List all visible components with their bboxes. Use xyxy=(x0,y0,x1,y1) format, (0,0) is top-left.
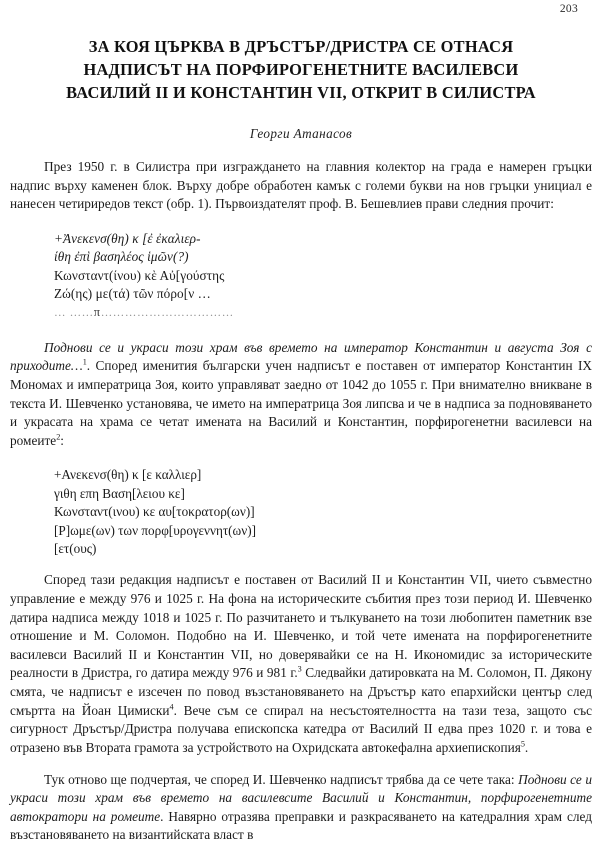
paragraph-intro: През 1950 г. в Силистра при изграждането на главния колектор на града е намерен гръцки надпис върху каменен блок. Върху добре обработен камък с големи букви на нов гръцки унициал е нанесен четириредов текст (обр. 1). Първоиздателят проф. В. Бешевлиев прави следния прочит: xyxy=(10,159,592,212)
italic-translation-one: Поднови се и украси този храм във времето на император Константин и августа Зоя с приходите… xyxy=(10,339,592,374)
title-line-2: НАДПИСЪТ НА ПОРФИРОГЕНЕТНИТЕ ВАСИЛЕВСИ xyxy=(83,60,519,79)
inscription-block-two xyxy=(10,466,592,558)
author-byline: Георги Атанасов xyxy=(249,126,353,141)
inscription-two-line-1: +Ανεκενσ(θη) κ [ε καλλιερ] xyxy=(54,467,202,483)
dotted-prefix: … …… xyxy=(54,307,94,320)
footnote-marker-4: 4 xyxy=(169,702,174,712)
inscription-one-dotted-line xyxy=(54,303,592,322)
title-line-3: ВАСИЛИЙ II И КОНСТАНТИН VII, ОТКРИТ В СИЛИСТРА xyxy=(66,83,536,102)
discussion-part-2: Следвайки датировката на М. Соломон, П. Дякону смята, че надписът е изсечен по повод възстановяването на Дръстър като епархийски център след смъртта на Йоан Цимиски xyxy=(10,665,592,718)
paragraph-discussion xyxy=(10,571,592,757)
italic-translation-two: Поднови се и украси този храм във времето на василевсите Василий и Константин, порфирогенетните автократори на ромеите xyxy=(10,771,592,824)
inscription-one-line-4: Ζώ(ης) με(τά) τῶν πόρο[ν … xyxy=(54,286,211,301)
page-number: 203 xyxy=(559,3,578,15)
discussion-part-1: Според тази редакция надписът е поставен от Василий II и Константин VII, чието съвместно управление е между 976 и 1025 г. На фона на историческите събития през този период И. Шевченко датира надписа между 1018 и 1025 г. По разчитането и тълкуването на този любопитен паметник взе отношение и М. Соломон. Подобно на И. Шевченко, и той чете имената на порфирогенетните василевси Василий II и Константин VII, но доверявайки се на Н. Икономидис за историческите реалности в Дристра, го датира между 976 и 981 г. xyxy=(10,572,592,681)
inscription-block-one xyxy=(10,230,592,323)
final-lead: Тук отново ще подчертая, че според И. Шевченко надписът трябва да се чете така: xyxy=(44,771,519,787)
inscription-one-line-3: Κωνσταντ(ίνου) κὲ Αὐ[γούστης xyxy=(54,267,225,283)
paragraph-after-inscription-one-tail: : xyxy=(60,432,64,448)
discussion-part-3: . Вече съм се спирал на несъстоятелността на тази теза, защото със сигурност Дръстър/Дристра получава епископска катедра от Василий II едва през 1020 г. и това е отразено във Втората грамота за устройството на Охридската автокефална архиепископия xyxy=(10,702,592,755)
inscription-two-line-4: [Ρ]ωμε(ων) των πορφ[υρογεννητ(ων)] xyxy=(54,522,256,538)
paragraph-after-inscription-one-rest: . Според именития български учен надписът е поставен от император Константин IX Мономах и императрица Зоя, които управляват заедно от 1042 до 1055 г. При внимателно вникване в текста И. Шевченко установява, че името на императрица Зоя липсва и че в надписа за подновяването и украсата на храма се четат имената на Василий и Константин, порфирогенетни василевси на ромеите xyxy=(10,358,592,448)
footnote-marker-3: 3 xyxy=(297,664,302,674)
inscription-two-line-5: [ετ(ους) xyxy=(54,541,97,556)
discussion-part-4: . xyxy=(524,739,529,755)
paragraph-final xyxy=(10,771,592,845)
inscription-two-line-3: Κωνσταντ(ινου) κε αυ[τοκρατορ(ων)] xyxy=(54,504,255,520)
inscription-one-line-1: +Ἀνεκενσ(θη) κ [ἐ ἐκαλιερ- xyxy=(54,230,201,246)
footnote-marker-5: 5 xyxy=(520,739,525,749)
title-line-1: ЗА КОЯ ЦЪРКВА В ДРЪСТЪР/ДРИСТРА СЕ ОТНАСЯ xyxy=(88,37,514,56)
footnote-marker-1: 1 xyxy=(82,357,87,367)
final-rest: . Навярно отразява преправки и разкрасяването на катедралния храм след възстановяването на византийската власт в xyxy=(10,808,592,843)
page-title xyxy=(10,35,592,104)
footnote-marker-2: 2 xyxy=(56,432,61,442)
paragraph-after-inscription-one xyxy=(10,339,592,451)
pi-glyph: π xyxy=(93,305,101,320)
inscription-one-line-2: ίθη ἐπὶ βασηλέος ἱμῶν(?) xyxy=(54,249,189,265)
inscription-two-line-2: γιθη επη Βαση[λειου κε] xyxy=(54,485,185,501)
folio-row xyxy=(10,0,592,25)
dotted-suffix: …………………………… xyxy=(100,307,234,320)
